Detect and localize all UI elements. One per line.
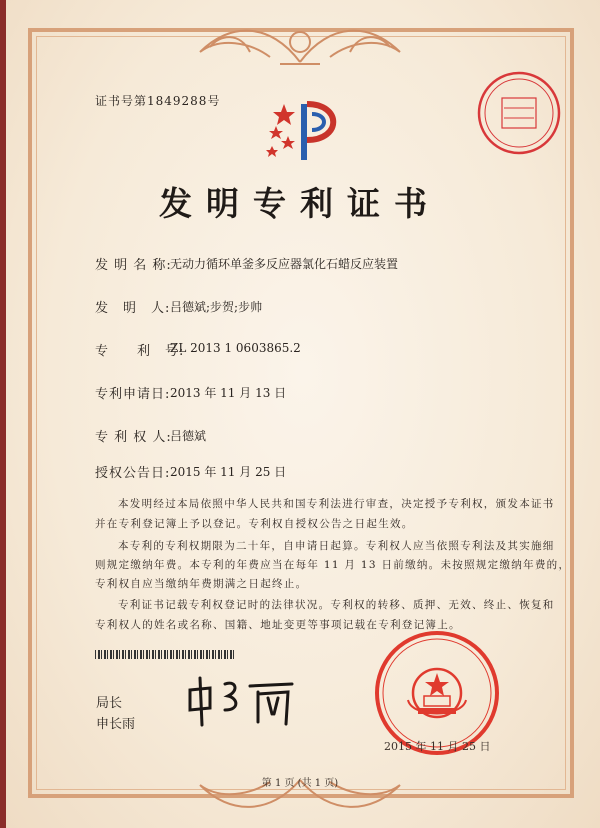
agency-stamp xyxy=(474,68,564,158)
page-footer: 第 1 页 (共 1 页) xyxy=(261,778,339,789)
seal-date: 2015 年 11 月 25 日 xyxy=(384,740,491,753)
field-value-invention-name: 无动力循环单釜多反应器氯化石蜡反应装置 xyxy=(170,257,399,271)
director-title: 局长 xyxy=(96,696,123,711)
certificate-title: 发明专利证书 xyxy=(159,184,441,223)
field-label-grant-date: 授权公告日: xyxy=(95,466,171,481)
director-name: 申长雨 xyxy=(96,717,136,732)
field-value-patentee: 吕德斌 xyxy=(170,429,207,443)
handwritten-signature xyxy=(180,670,300,730)
field-label-invention-name: 发 明 名 称: xyxy=(95,258,172,273)
field-label-patent-number: 专 利 号: xyxy=(95,344,185,359)
field-label-inventor: 发 明 人: xyxy=(95,301,171,316)
body-line: 并在专利登记簿上予以登记。专利权自授权公告之日起生效。 xyxy=(95,518,414,530)
body-line: 则规定缴纳年费。本专利的年费应当在每年 11 月 13 日前缴纳。未按照规定缴纳年费的， xyxy=(95,559,571,571)
field-value-patent-number: ZL 2013 1 0603865.2 xyxy=(170,341,301,355)
body-line: 专利权人的姓名或名称、国籍、地址变更等事项记载在专利登记簿上。 xyxy=(95,619,461,631)
field-value-filing-date: 2013 年 11 月 13 日 xyxy=(170,386,287,400)
barcode xyxy=(95,650,235,659)
field-label-filing-date: 专利申请日: xyxy=(95,387,171,402)
body-line: 本发明经过本局依照中华人民共和国专利法进行审查，决定授予专利权，颁发本证书 xyxy=(118,498,555,510)
certificate-number: 证书号第1849288号 xyxy=(95,94,221,108)
field-label-patentee: 专 利 权 人: xyxy=(95,430,172,445)
patent-office-logo xyxy=(262,96,352,166)
body-line: 专利权自应当缴纳年费期满之日起终止。 xyxy=(95,578,308,590)
field-value-inventor: 吕德斌;步贺;步帅 xyxy=(170,300,263,314)
top-ornament xyxy=(160,12,440,72)
body-line: 专利证书记载专利权登记时的法律状况。专利权的转移、质押、无效、终止、恢复和 xyxy=(118,599,555,611)
body-line: 本专利的专利权期限为二十年，自申请日起算。专利权人应当依照专利法及其实施细 xyxy=(118,540,555,552)
field-value-grant-date: 2015 年 11 月 25 日 xyxy=(170,465,287,479)
